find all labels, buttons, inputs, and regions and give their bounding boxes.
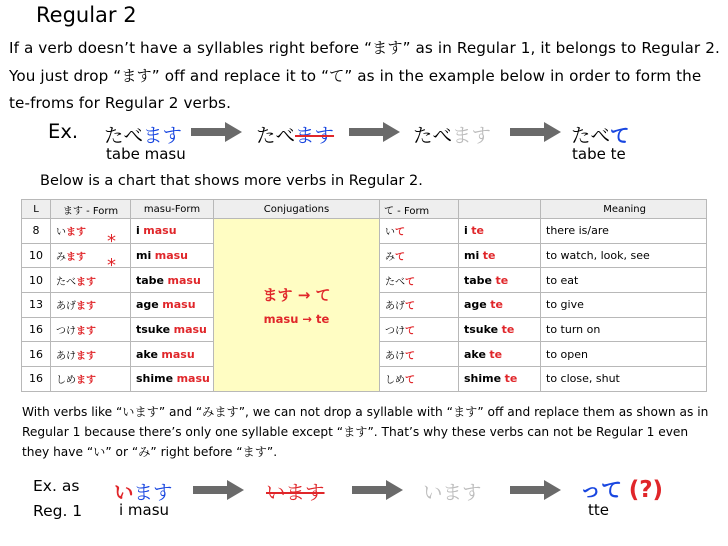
example-step1	[104, 120, 182, 148]
cell-te-form-jp	[380, 367, 459, 392]
tero-suffix: te	[504, 372, 518, 386]
te-suffix: て	[405, 350, 415, 362]
example2-step4-main: って	[580, 478, 622, 502]
jp-stem: しめ	[56, 375, 76, 387]
cell-lesson: 16	[22, 317, 51, 342]
intro-paragraph: If a verb doesn’t have a syllables right before “ます” as in Regular 1, it belongs to Regular 2. You just drop “ます” off and replace it to “て” as in the example below in order to form the te-froms for Regular 2 verbs.	[9, 39, 720, 112]
tero-suffix: te	[501, 323, 515, 337]
tero-suffix: te	[482, 249, 496, 263]
cell-conjugations	[214, 219, 380, 392]
jp-suffix: ます	[76, 276, 96, 288]
chart-caption: Below is a chart that shows more verbs in Regular 2.	[40, 173, 423, 189]
cell-masu-form-jp	[51, 243, 131, 268]
cell-masu-form	[131, 342, 214, 367]
col-header-l: L	[22, 200, 51, 219]
asterisk-mark: *	[107, 231, 116, 252]
tero-stem: mi	[464, 249, 480, 263]
col-header-masu-form-jp: ます - Form	[51, 200, 131, 219]
arrow-icon	[191, 121, 243, 143]
cell-meaning: to turn on	[541, 317, 707, 342]
cell-meaning: to give	[541, 293, 707, 318]
te-stem: あけ	[385, 350, 405, 362]
asterisk-mark: *	[107, 255, 116, 276]
jp-suffix: ます	[66, 227, 86, 239]
col-header-te-romaji	[459, 200, 541, 219]
cell-masu-form	[131, 367, 214, 392]
step3-stem: たべ	[413, 124, 453, 147]
col-header-conjugations: Conjugations	[214, 200, 380, 219]
cell-te-form-jp	[380, 293, 459, 318]
cell-lesson: 16	[22, 367, 51, 392]
table-row	[22, 219, 707, 244]
te-stem: あげ	[385, 301, 405, 313]
jp-suffix: ます	[76, 301, 96, 313]
example2-step2: います	[266, 481, 325, 504]
jp-suffix: ます	[66, 252, 86, 264]
ro-stem: tsuke	[136, 323, 171, 337]
cell-lesson: 13	[22, 293, 51, 318]
example2-step4-romaji: tte	[588, 501, 609, 519]
step4-suffix: て	[610, 124, 630, 147]
step3-suffix-dropped: ます	[452, 124, 492, 147]
cell-te-form-jp	[380, 268, 459, 293]
cell-te-form-jp	[380, 342, 459, 367]
tero-stem: i	[464, 224, 468, 238]
example2-step1-stem: い	[114, 481, 134, 504]
example-step3	[413, 120, 491, 148]
cell-te-form	[459, 293, 541, 318]
cell-masu-form-jp	[51, 293, 131, 318]
te-suffix: て	[405, 326, 415, 338]
step2-suffix-struck: ます	[295, 124, 335, 147]
te-suffix: て	[405, 375, 415, 387]
jp-stem: あけ	[56, 350, 76, 362]
cell-te-form	[459, 219, 541, 244]
ro-suffix: masu	[161, 347, 195, 361]
ro-stem: shime	[136, 372, 174, 386]
tero-suffix: te	[490, 298, 503, 312]
cell-te-form	[459, 243, 541, 268]
tero-stem: tabe	[464, 273, 493, 287]
cell-masu-form	[131, 293, 214, 318]
jp-suffix: ます	[76, 350, 96, 362]
cell-meaning: to open	[541, 342, 707, 367]
cell-te-form	[459, 268, 541, 293]
cell-masu-form	[131, 268, 214, 293]
cell-te-form-jp	[380, 317, 459, 342]
col-header-meaning: Meaning	[541, 200, 707, 219]
cell-te-form-jp	[380, 219, 459, 244]
ro-suffix: masu	[143, 224, 177, 238]
tero-suffix: te	[489, 347, 503, 361]
cell-masu-form	[131, 317, 214, 342]
cell-te-form	[459, 317, 541, 342]
example2-step1-suffix: ます	[133, 481, 173, 504]
arrow-icon	[510, 479, 562, 501]
arrow-icon	[510, 121, 562, 143]
te-stem: しめ	[385, 375, 405, 387]
example-step4	[571, 120, 630, 148]
ro-suffix: masu	[176, 372, 210, 386]
example2-step4	[580, 474, 663, 504]
example2-step1-romaji: i masu	[119, 501, 170, 519]
tero-suffix: te	[471, 224, 484, 238]
cell-meaning: there is/are	[541, 219, 707, 244]
col-header-masu-form: masu-Form	[131, 200, 214, 219]
note-paragraph: With verbs like “います” and “みます”, we can not drop a syllable with “ます” off and replace them as shown as in Regular 1 because there’s only one syllable except “ます”. That’s why these verbs can not be Regular 1 even they have “い” or “み” right before “ます”.	[22, 405, 709, 459]
chart-header-row	[22, 200, 707, 219]
example2-label-line1: Ex. as	[33, 477, 80, 495]
cell-masu-form-jp	[51, 317, 131, 342]
jp-stem: い	[56, 227, 66, 239]
ro-suffix: masu	[154, 249, 188, 263]
step4-stem: たべ	[571, 124, 611, 147]
ro-stem: mi	[136, 249, 152, 263]
tero-stem: ake	[464, 347, 486, 361]
jp-stem: み	[56, 252, 66, 264]
cell-masu-form-jp	[51, 367, 131, 392]
cell-meaning: to eat	[541, 268, 707, 293]
te-suffix: て	[405, 301, 415, 313]
example2-step4-question: (?)	[628, 477, 664, 503]
conjugation-rule-romaji: masu → te	[263, 311, 330, 326]
conjugation-rule: ます → て	[262, 285, 331, 304]
jp-suffix: ます	[76, 326, 96, 338]
cell-masu-form	[131, 243, 214, 268]
arrow-icon	[349, 121, 401, 143]
te-suffix: て	[395, 252, 405, 264]
cell-masu-form-jp	[51, 342, 131, 367]
cell-lesson: 10	[22, 243, 51, 268]
tero-stem: shime	[464, 372, 502, 386]
verb-chart	[21, 199, 707, 392]
example2-label	[33, 474, 82, 524]
step1-stem: たべ	[104, 124, 144, 147]
ro-stem: tabe	[136, 273, 165, 287]
tero-stem: tsuke	[464, 323, 499, 337]
cell-meaning: to close, shut	[541, 367, 707, 392]
example2-label-line2: Reg. 1	[33, 502, 83, 520]
cell-te-form	[459, 342, 541, 367]
ro-suffix: masu	[162, 298, 196, 312]
te-stem: つけ	[385, 326, 405, 338]
col-header-te-form: て - Form	[380, 200, 459, 219]
cell-lesson: 16	[22, 342, 51, 367]
tero-suffix: te	[495, 273, 509, 287]
step1-romaji: tabe masu	[106, 145, 186, 163]
cell-te-form-jp	[380, 243, 459, 268]
cell-masu-form	[131, 219, 214, 244]
step2-stem: たべ	[256, 124, 296, 147]
arrow-icon	[352, 479, 404, 501]
example-step2	[256, 120, 334, 148]
cell-lesson: 10	[22, 268, 51, 293]
step4-romaji: tabe te	[572, 145, 626, 163]
te-suffix: て	[405, 276, 415, 288]
ro-stem: i	[136, 224, 140, 238]
page-title: Regular 2	[36, 3, 137, 27]
jp-stem: たべ	[56, 276, 76, 288]
te-stem: い	[385, 227, 395, 239]
ro-suffix: masu	[173, 323, 207, 337]
cell-te-form	[459, 367, 541, 392]
cell-masu-form-jp	[51, 268, 131, 293]
ro-stem: ake	[136, 347, 158, 361]
tero-stem: age	[464, 298, 487, 312]
ro-stem: age	[136, 298, 159, 312]
jp-stem: つけ	[56, 326, 76, 338]
cell-masu-form-jp	[51, 219, 131, 244]
jp-suffix: ます	[76, 375, 96, 387]
arrow-icon	[193, 479, 245, 501]
te-stem: たべ	[385, 276, 405, 288]
step1-suffix: ます	[143, 124, 183, 147]
example-label: Ex.	[48, 120, 79, 143]
cell-meaning: to watch, look, see	[541, 243, 707, 268]
jp-stem: あげ	[56, 301, 76, 313]
cell-lesson: 8	[22, 219, 51, 244]
ro-suffix: masu	[167, 273, 201, 287]
example2-step3: います	[423, 481, 482, 504]
te-stem: み	[385, 252, 395, 264]
te-suffix: て	[395, 227, 405, 239]
